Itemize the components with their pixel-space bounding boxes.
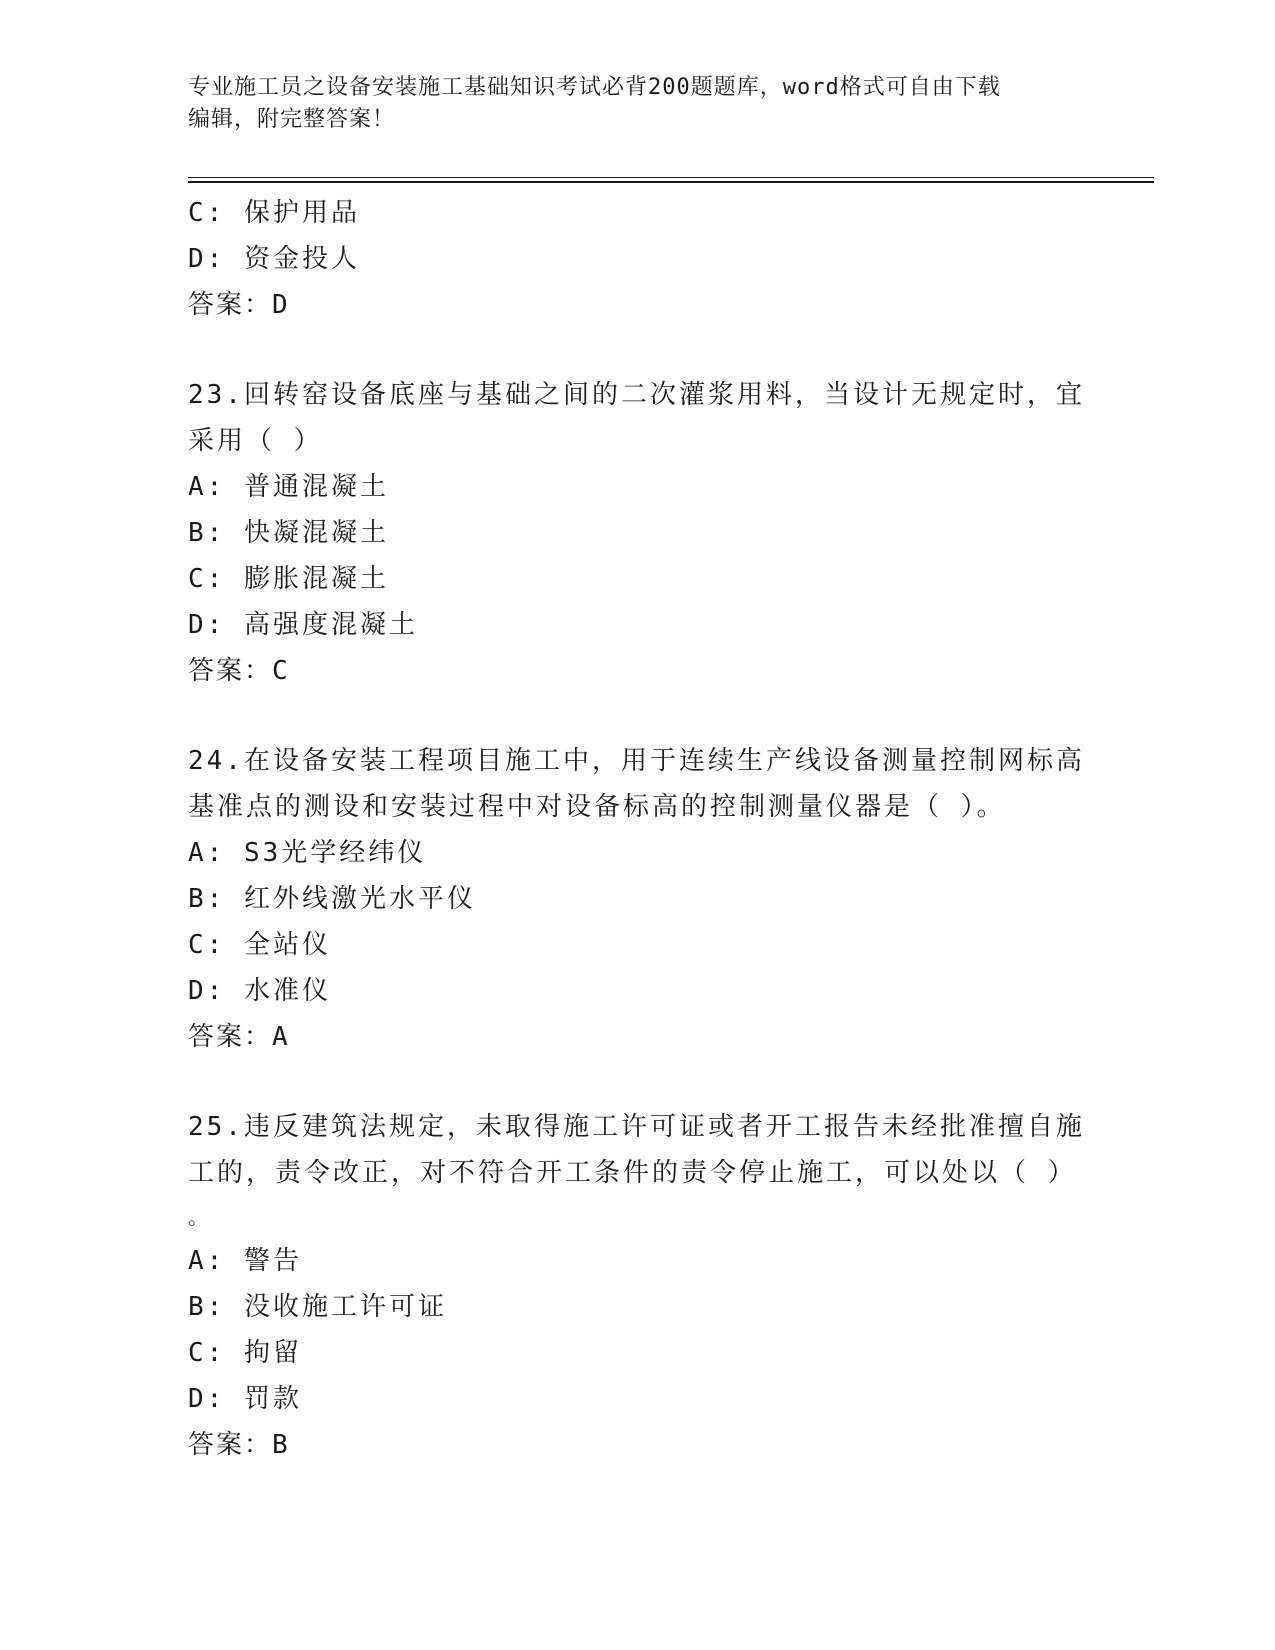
answer-line: 答案：C (188, 656, 290, 686)
option-d: D: 资金投人 (188, 244, 360, 274)
option-c: C: 全站仪 (188, 930, 331, 960)
document-header (188, 72, 1088, 136)
option-a: A: S3光学经纬仪 (188, 838, 427, 868)
question-text-line: 工的，责令改正，对不符合开工条件的责令停止施工，可以处以（ ） (188, 1158, 1077, 1188)
spacer (188, 328, 1088, 372)
spacer (188, 1060, 1088, 1104)
question-text-line: 。 (188, 1205, 211, 1229)
spacer (188, 694, 1088, 738)
header-title-line-1: 专业施工员之设备安装施工基础知识考试必背200题题库，word格式可自由下载 (188, 75, 1001, 100)
option-a: A: 警告 (188, 1246, 302, 1276)
question-text-line: 基准点的测设和安装过程中对设备标高的控制测量仪器是（ ）。 (188, 792, 1006, 822)
question-23 (188, 372, 1088, 694)
option-c: C: 拘留 (188, 1338, 302, 1368)
question-text-line: 采用（ ） (188, 426, 323, 456)
question-text-line: 24.在设备安装工程项目施工中，用于连续生产线设备测量控制网标高 (188, 746, 1085, 776)
question-text-line: 23.回转窑设备底座与基础之间的二次灌浆用料，当设计无规定时，宜 (188, 380, 1085, 410)
option-d: D: 罚款 (188, 1384, 302, 1414)
question-content (188, 190, 1088, 1468)
option-d: D: 水准仪 (188, 976, 331, 1006)
question-24 (188, 738, 1088, 1060)
option-b: B: 红外线激光水平仪 (188, 884, 476, 914)
option-c: C: 保护用品 (188, 198, 360, 228)
option-d: D: 高强度混凝土 (188, 610, 418, 640)
option-b: B: 快凝混凝土 (188, 518, 389, 548)
question-text-line: 25.违反建筑法规定，未取得施工许可证或者开工报告未经批准擅自施 (188, 1112, 1085, 1142)
header-title-line-2: 编辑，附完整答案！ (188, 107, 396, 132)
answer-line: 答案：A (188, 1022, 290, 1052)
answer-line: 答案：D (188, 290, 290, 320)
option-a: A: 普通混凝土 (188, 472, 389, 502)
answer-line: 答案：B (188, 1430, 290, 1460)
option-b: B: 没收施工许可证 (188, 1292, 447, 1322)
question-22-tail (188, 190, 1088, 328)
option-c: C: 膨胀混凝土 (188, 564, 389, 594)
question-25 (188, 1104, 1088, 1468)
header-divider (188, 177, 1154, 183)
